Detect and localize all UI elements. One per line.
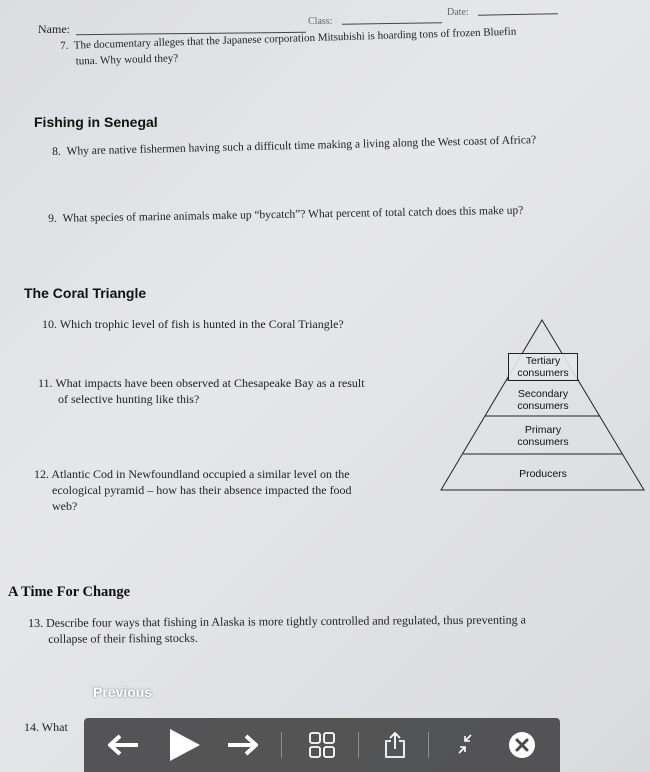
- question-number: 11.: [38, 376, 53, 390]
- question-number: 13.: [28, 615, 44, 630]
- play-icon[interactable]: [162, 718, 206, 772]
- shrink-icon[interactable]: [450, 718, 484, 772]
- forward-arrow-icon[interactable]: [222, 718, 262, 772]
- question-text: What species of marine animals make up “bycatch”? What percent of total catch does this make up?: [62, 204, 524, 225]
- question-14: [24, 719, 68, 735]
- question-number: 9.: [48, 212, 57, 225]
- question-7: [60, 24, 517, 70]
- share-icon[interactable]: [380, 718, 410, 772]
- question-text: collapse of their fishing stocks.: [48, 630, 198, 646]
- grid-icon[interactable]: [304, 718, 340, 772]
- class-blank: [342, 22, 442, 24]
- question-number: 14.: [24, 720, 39, 734]
- previous-button[interactable]: Previous: [93, 684, 153, 700]
- question-text: web?: [52, 499, 78, 513]
- question-text: What: [41, 720, 68, 734]
- class-label: Class:: [308, 16, 333, 27]
- date-label: Date:: [447, 7, 469, 18]
- question-9: [48, 203, 523, 227]
- question-13: [28, 612, 526, 647]
- date-blank: [478, 13, 558, 15]
- question-8: [52, 132, 536, 160]
- pyramid-level-secondary: Secondary consumers: [517, 388, 569, 412]
- name-label: Name:: [38, 22, 70, 36]
- pyramid-level-primary: Primary consumers: [517, 424, 569, 448]
- question-text: Why are native fishermen having such a difficult time making a living along the West coast of Africa?: [66, 134, 537, 158]
- toolbar-separator: [358, 732, 359, 758]
- question-number: 10.: [42, 317, 57, 331]
- back-arrow-icon[interactable]: [104, 718, 144, 772]
- question-12: [34, 466, 352, 514]
- close-icon[interactable]: [502, 718, 542, 772]
- section-heading-time-for-change: A Time For Change: [8, 584, 131, 600]
- question-text: of selective hunting like this?: [58, 392, 200, 406]
- question-10: [42, 316, 344, 332]
- question-number: 8.: [52, 145, 61, 158]
- question-text: Which trophic level of fish is hunted in the Coral Triangle?: [59, 317, 344, 331]
- pyramid-level-tertiary: Tertiary consumers: [517, 355, 569, 379]
- pyramid-level-producers: Producers: [519, 468, 567, 480]
- section-heading-coral-triangle: The Coral Triangle: [24, 285, 147, 301]
- question-text: The documentary alleges that the Japanese corporation Mitsubishi is hoarding tons of frozen Bluefin: [73, 25, 517, 52]
- ecological-pyramid: [440, 318, 646, 493]
- viewer-toolbar: [84, 718, 560, 772]
- question-text: tuna. Why would they?: [75, 52, 179, 68]
- question-11: [38, 375, 365, 407]
- question-number: 7.: [60, 39, 69, 52]
- question-text: What impacts have been observed at Chesapeake Bay as a result: [55, 376, 365, 390]
- question-text: Describe four ways that fishing in Alaska is more tightly controlled and regulated, thus preventing a: [46, 612, 526, 630]
- toolbar-separator: [281, 732, 282, 758]
- section-heading-senegal: Fishing in Senegal: [34, 114, 158, 130]
- toolbar-separator: [428, 732, 429, 758]
- question-text: Atlantic Cod in Newfoundland occupied a similar level on the: [51, 467, 350, 481]
- question-number: 12.: [34, 467, 49, 481]
- question-text: ecological pyramid – how has their absence impacted the food: [52, 483, 352, 497]
